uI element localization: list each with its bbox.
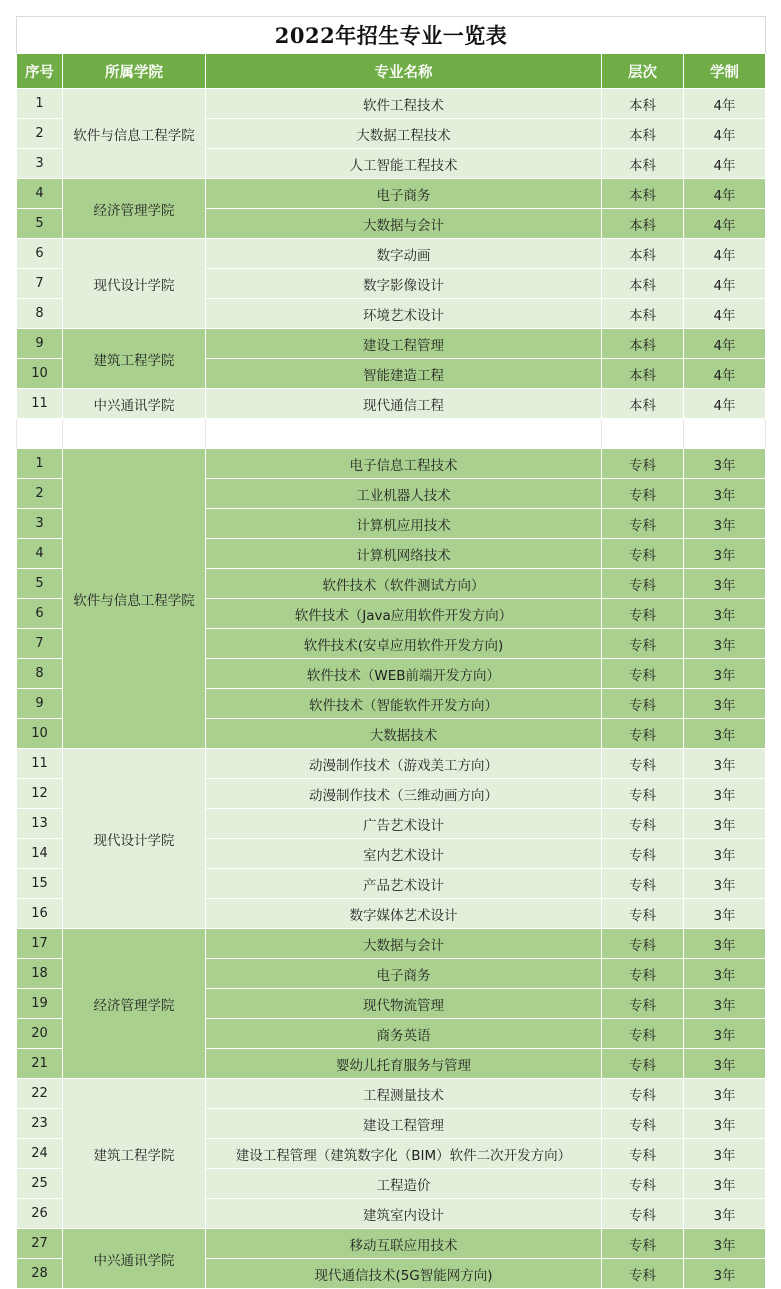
row-number: 16 bbox=[17, 899, 63, 929]
row-number: 3 bbox=[17, 509, 63, 539]
row-number: 10 bbox=[17, 719, 63, 749]
major-cell: 工程测量技术 bbox=[206, 1079, 602, 1109]
spacer-cell bbox=[17, 419, 63, 449]
header-row bbox=[17, 54, 766, 89]
major-cell: 软件工程技术 bbox=[206, 89, 602, 119]
row-number: 8 bbox=[17, 299, 63, 329]
major-cell: 计算机应用技术 bbox=[206, 509, 602, 539]
duration-cell: 4年 bbox=[684, 209, 766, 239]
row-number: 14 bbox=[17, 839, 63, 869]
duration-cell: 3年 bbox=[684, 779, 766, 809]
major-cell: 移动互联应用技术 bbox=[206, 1229, 602, 1259]
table-row bbox=[17, 179, 766, 209]
major-cell: 软件技术（软件测试方向） bbox=[206, 569, 602, 599]
college-cell: 建筑工程学院 bbox=[63, 1079, 206, 1229]
duration-cell: 3年 bbox=[684, 749, 766, 779]
level-cell: 专科 bbox=[602, 569, 684, 599]
spacer-cell bbox=[63, 419, 206, 449]
duration-cell: 3年 bbox=[684, 449, 766, 479]
major-cell: 广告艺术设计 bbox=[206, 809, 602, 839]
row-number: 1 bbox=[17, 449, 63, 479]
level-cell: 本科 bbox=[602, 389, 684, 419]
row-number: 20 bbox=[17, 1019, 63, 1049]
duration-cell: 4年 bbox=[684, 149, 766, 179]
row-number: 27 bbox=[17, 1229, 63, 1259]
row-number: 5 bbox=[17, 569, 63, 599]
row-number: 10 bbox=[17, 359, 63, 389]
level-cell: 专科 bbox=[602, 899, 684, 929]
level-cell: 专科 bbox=[602, 1109, 684, 1139]
level-cell: 专科 bbox=[602, 1139, 684, 1169]
level-cell: 本科 bbox=[602, 239, 684, 269]
duration-cell: 3年 bbox=[684, 839, 766, 869]
major-cell: 软件技术（WEB前端开发方向） bbox=[206, 659, 602, 689]
level-cell: 专科 bbox=[602, 689, 684, 719]
spacer-cell bbox=[602, 419, 684, 449]
admissions-table bbox=[16, 16, 766, 1289]
level-cell: 本科 bbox=[602, 149, 684, 179]
level-cell: 本科 bbox=[602, 119, 684, 149]
row-number: 24 bbox=[17, 1139, 63, 1169]
row-number: 25 bbox=[17, 1169, 63, 1199]
level-cell: 本科 bbox=[602, 89, 684, 119]
major-cell: 智能建造工程 bbox=[206, 359, 602, 389]
duration-cell: 3年 bbox=[684, 1049, 766, 1079]
level-cell: 本科 bbox=[602, 299, 684, 329]
college-cell: 经济管理学院 bbox=[63, 929, 206, 1079]
duration-cell: 4年 bbox=[684, 359, 766, 389]
duration-cell: 3年 bbox=[684, 1139, 766, 1169]
duration-cell: 4年 bbox=[684, 239, 766, 269]
level-cell: 专科 bbox=[602, 749, 684, 779]
table-row bbox=[17, 449, 766, 479]
section-spacer bbox=[17, 419, 766, 449]
row-number: 7 bbox=[17, 269, 63, 299]
row-number: 4 bbox=[17, 179, 63, 209]
duration-cell: 4年 bbox=[684, 119, 766, 149]
duration-cell: 3年 bbox=[684, 1079, 766, 1109]
row-number: 19 bbox=[17, 989, 63, 1019]
table-row bbox=[17, 749, 766, 779]
major-cell: 大数据与会计 bbox=[206, 209, 602, 239]
level-cell: 专科 bbox=[602, 1199, 684, 1229]
major-cell: 大数据技术 bbox=[206, 719, 602, 749]
major-cell: 室内艺术设计 bbox=[206, 839, 602, 869]
row-number: 9 bbox=[17, 689, 63, 719]
table-row bbox=[17, 89, 766, 119]
major-cell: 现代通信工程 bbox=[206, 389, 602, 419]
duration-cell: 3年 bbox=[684, 959, 766, 989]
major-cell: 大数据与会计 bbox=[206, 929, 602, 959]
duration-cell: 3年 bbox=[684, 1169, 766, 1199]
major-cell: 数字影像设计 bbox=[206, 269, 602, 299]
duration-cell: 3年 bbox=[684, 869, 766, 899]
duration-cell: 3年 bbox=[684, 479, 766, 509]
level-cell: 专科 bbox=[602, 1079, 684, 1109]
major-cell: 建设工程管理 bbox=[206, 1109, 602, 1139]
level-cell: 本科 bbox=[602, 209, 684, 239]
header-duration: 学制 bbox=[684, 54, 766, 89]
row-number: 9 bbox=[17, 329, 63, 359]
college-cell: 现代设计学院 bbox=[63, 749, 206, 929]
level-cell: 本科 bbox=[602, 359, 684, 389]
major-cell: 电子商务 bbox=[206, 179, 602, 209]
college-cell: 经济管理学院 bbox=[63, 179, 206, 239]
row-number: 2 bbox=[17, 479, 63, 509]
spacer-cell bbox=[206, 419, 602, 449]
major-cell: 建筑室内设计 bbox=[206, 1199, 602, 1229]
duration-cell: 4年 bbox=[684, 269, 766, 299]
major-cell: 现代物流管理 bbox=[206, 989, 602, 1019]
level-cell: 本科 bbox=[602, 179, 684, 209]
college-cell: 建筑工程学院 bbox=[63, 329, 206, 389]
major-cell: 人工智能工程技术 bbox=[206, 149, 602, 179]
major-cell: 电子商务 bbox=[206, 959, 602, 989]
header-number: 序号 bbox=[17, 54, 63, 89]
row-number: 12 bbox=[17, 779, 63, 809]
row-number: 4 bbox=[17, 539, 63, 569]
table-row bbox=[17, 389, 766, 419]
level-cell: 专科 bbox=[602, 539, 684, 569]
duration-cell: 3年 bbox=[684, 899, 766, 929]
level-cell: 专科 bbox=[602, 719, 684, 749]
college-cell: 中兴通讯学院 bbox=[63, 389, 206, 419]
major-cell: 动漫制作技术（三维动画方向） bbox=[206, 779, 602, 809]
duration-cell: 3年 bbox=[684, 1199, 766, 1229]
header-major: 专业名称 bbox=[206, 54, 602, 89]
header-college: 所属学院 bbox=[63, 54, 206, 89]
row-number: 28 bbox=[17, 1259, 63, 1289]
level-cell: 专科 bbox=[602, 509, 684, 539]
level-cell: 本科 bbox=[602, 329, 684, 359]
duration-cell: 3年 bbox=[684, 629, 766, 659]
admissions-table-container bbox=[16, 16, 765, 1289]
major-cell: 环境艺术设计 bbox=[206, 299, 602, 329]
table-body bbox=[17, 89, 766, 1289]
major-cell: 建设工程管理 bbox=[206, 329, 602, 359]
level-cell: 专科 bbox=[602, 929, 684, 959]
row-number: 11 bbox=[17, 749, 63, 779]
level-cell: 专科 bbox=[602, 629, 684, 659]
row-number: 23 bbox=[17, 1109, 63, 1139]
duration-cell: 3年 bbox=[684, 599, 766, 629]
major-cell: 商务英语 bbox=[206, 1019, 602, 1049]
college-cell: 现代设计学院 bbox=[63, 239, 206, 329]
row-number: 8 bbox=[17, 659, 63, 689]
row-number: 21 bbox=[17, 1049, 63, 1079]
table-row bbox=[17, 1229, 766, 1259]
level-cell: 专科 bbox=[602, 809, 684, 839]
major-cell: 工程造价 bbox=[206, 1169, 602, 1199]
duration-cell: 4年 bbox=[684, 329, 766, 359]
table-title: 2022年招生专业一览表 bbox=[17, 17, 766, 54]
row-number: 3 bbox=[17, 149, 63, 179]
major-cell: 婴幼儿托育服务与管理 bbox=[206, 1049, 602, 1079]
major-cell: 建设工程管理（建筑数字化（BIM）软件二次开发方向） bbox=[206, 1139, 602, 1169]
duration-cell: 4年 bbox=[684, 89, 766, 119]
level-cell: 专科 bbox=[602, 1229, 684, 1259]
row-number: 11 bbox=[17, 389, 63, 419]
spacer-cell bbox=[684, 419, 766, 449]
duration-cell: 3年 bbox=[684, 929, 766, 959]
row-number: 26 bbox=[17, 1199, 63, 1229]
row-number: 17 bbox=[17, 929, 63, 959]
row-number: 13 bbox=[17, 809, 63, 839]
table-row bbox=[17, 1079, 766, 1109]
row-number: 18 bbox=[17, 959, 63, 989]
major-cell: 数字动画 bbox=[206, 239, 602, 269]
duration-cell: 3年 bbox=[684, 509, 766, 539]
major-cell: 工业机器人技术 bbox=[206, 479, 602, 509]
duration-cell: 3年 bbox=[684, 659, 766, 689]
row-number: 6 bbox=[17, 599, 63, 629]
duration-cell: 4年 bbox=[684, 299, 766, 329]
table-row bbox=[17, 329, 766, 359]
row-number: 1 bbox=[17, 89, 63, 119]
level-cell: 专科 bbox=[602, 839, 684, 869]
major-cell: 计算机网络技术 bbox=[206, 539, 602, 569]
header-level: 层次 bbox=[602, 54, 684, 89]
major-cell: 动漫制作技术（游戏美工方向） bbox=[206, 749, 602, 779]
duration-cell: 3年 bbox=[684, 689, 766, 719]
duration-cell: 3年 bbox=[684, 1109, 766, 1139]
duration-cell: 3年 bbox=[684, 1259, 766, 1289]
level-cell: 专科 bbox=[602, 659, 684, 689]
duration-cell: 3年 bbox=[684, 1229, 766, 1259]
row-number: 2 bbox=[17, 119, 63, 149]
major-cell: 现代通信技术(5G智能网方向) bbox=[206, 1259, 602, 1289]
row-number: 5 bbox=[17, 209, 63, 239]
level-cell: 专科 bbox=[602, 959, 684, 989]
level-cell: 专科 bbox=[602, 989, 684, 1019]
major-cell: 大数据工程技术 bbox=[206, 119, 602, 149]
duration-cell: 3年 bbox=[684, 719, 766, 749]
duration-cell: 4年 bbox=[684, 389, 766, 419]
duration-cell: 3年 bbox=[684, 569, 766, 599]
level-cell: 专科 bbox=[602, 479, 684, 509]
level-cell: 专科 bbox=[602, 1169, 684, 1199]
level-cell: 专科 bbox=[602, 1259, 684, 1289]
college-cell: 中兴通讯学院 bbox=[63, 1229, 206, 1289]
level-cell: 专科 bbox=[602, 1019, 684, 1049]
table-row bbox=[17, 929, 766, 959]
major-cell: 软件技术(安卓应用软件开发方向) bbox=[206, 629, 602, 659]
level-cell: 专科 bbox=[602, 869, 684, 899]
level-cell: 本科 bbox=[602, 269, 684, 299]
major-cell: 数字媒体艺术设计 bbox=[206, 899, 602, 929]
level-cell: 专科 bbox=[602, 779, 684, 809]
duration-cell: 3年 bbox=[684, 989, 766, 1019]
duration-cell: 3年 bbox=[684, 809, 766, 839]
duration-cell: 3年 bbox=[684, 539, 766, 569]
duration-cell: 3年 bbox=[684, 1019, 766, 1049]
major-cell: 产品艺术设计 bbox=[206, 869, 602, 899]
row-number: 6 bbox=[17, 239, 63, 269]
table-row bbox=[17, 239, 766, 269]
row-number: 7 bbox=[17, 629, 63, 659]
row-number: 15 bbox=[17, 869, 63, 899]
level-cell: 专科 bbox=[602, 1049, 684, 1079]
major-cell: 电子信息工程技术 bbox=[206, 449, 602, 479]
major-cell: 软件技术（智能软件开发方向） bbox=[206, 689, 602, 719]
college-cell: 软件与信息工程学院 bbox=[63, 89, 206, 179]
major-cell: 软件技术（Java应用软件开发方向） bbox=[206, 599, 602, 629]
level-cell: 专科 bbox=[602, 449, 684, 479]
college-cell: 软件与信息工程学院 bbox=[63, 449, 206, 749]
row-number: 22 bbox=[17, 1079, 63, 1109]
duration-cell: 4年 bbox=[684, 179, 766, 209]
level-cell: 专科 bbox=[602, 599, 684, 629]
